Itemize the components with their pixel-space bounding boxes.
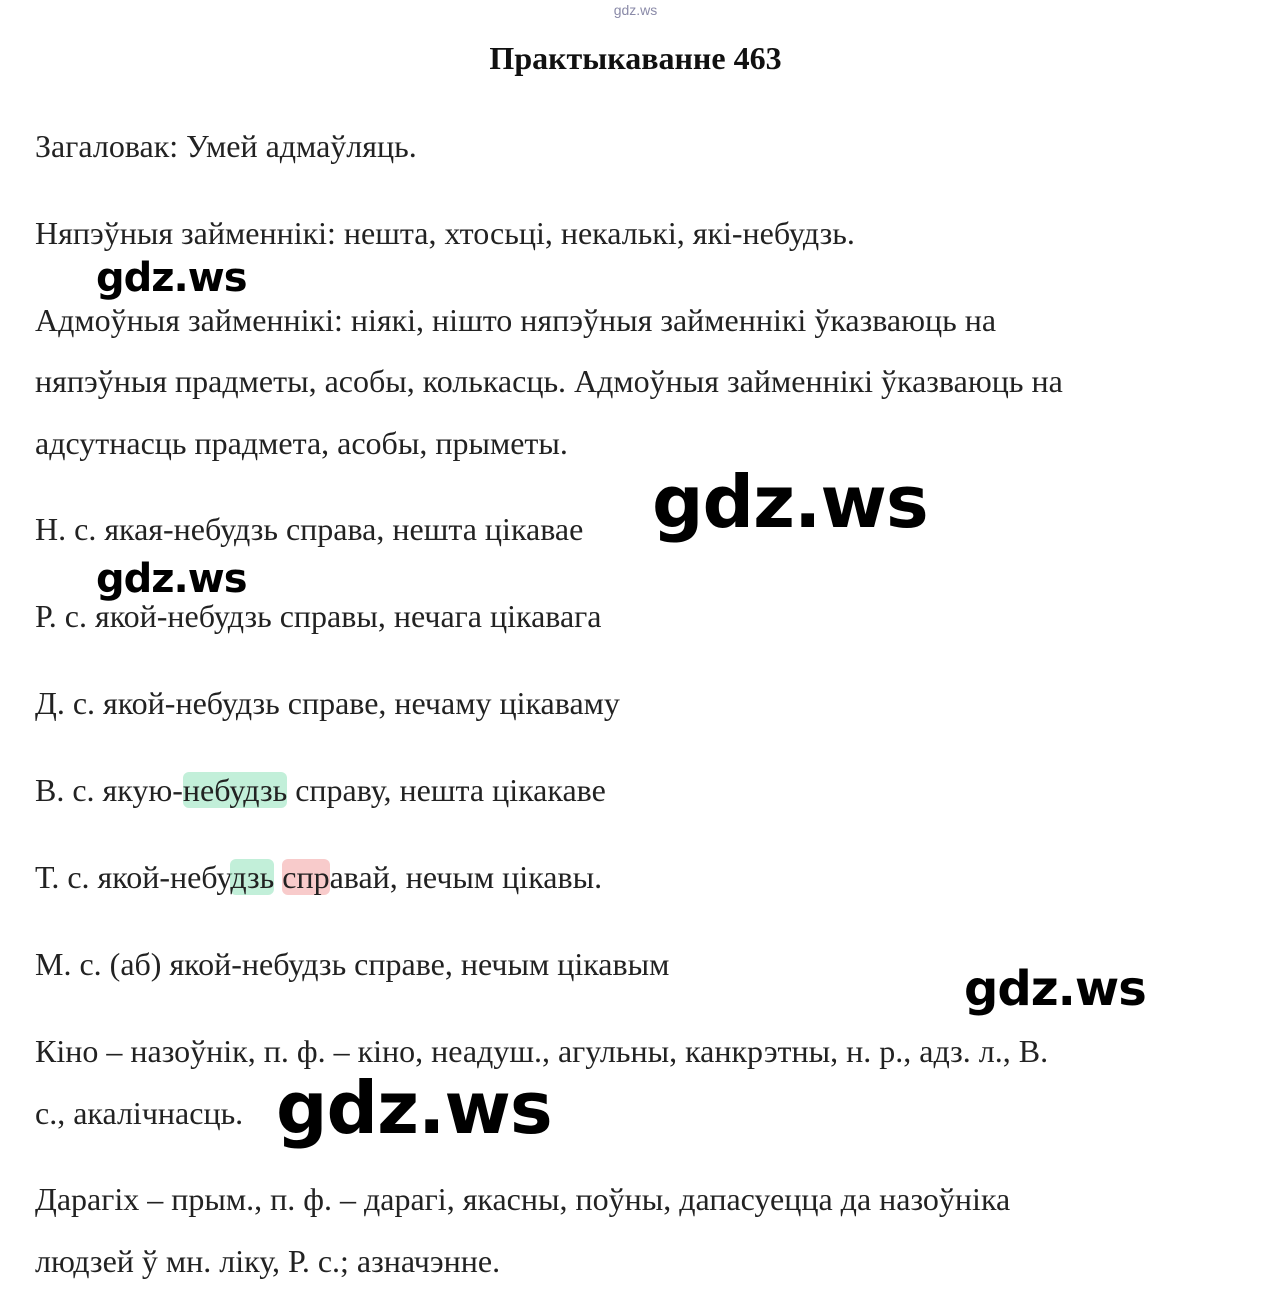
- accusative-text-start: В. с. якую-: [35, 772, 183, 808]
- daragih-analysis-line-2: людзей ў мн. ліку, Р. с.; азначэнне.: [35, 1243, 501, 1279]
- heading-line: Загаловак: Умей адмаўляць.: [35, 128, 417, 164]
- watermark: gdz.ws: [96, 255, 247, 301]
- negative-pronouns-line-2: няпэўныя прадметы, асобы, колькасць. Адмоўныя займеннікі ўказваюць на: [35, 363, 1063, 399]
- negative-pronouns-line-1: Адмоўныя займеннікі: ніякі, нішто няпэўныя займеннікі ўказваюць на: [35, 302, 997, 338]
- instrumental-text-end: авай, нечым цікавы.: [329, 859, 603, 895]
- red-highlight: спр: [282, 859, 330, 895]
- green-highlight: небудзь: [182, 772, 288, 808]
- kino-analysis-line-2: с., акалічнасць.: [35, 1095, 244, 1131]
- top-watermark: gdz.ws: [613, 2, 658, 18]
- case-dative-line: Д. с. якой-небудзь справе, нечаму цікаваму: [35, 685, 620, 721]
- indefinite-pronouns-line: Няпэўныя займеннікі: нешта, хтосьці, некалькі, які-небудзь.: [35, 215, 855, 251]
- case-instrumental-line: [35, 857, 602, 897]
- green-highlight: дзь: [230, 859, 275, 895]
- page-title: Практыкаванне 463: [489, 40, 782, 76]
- instrumental-text-start: Т. с. якой-небу: [35, 859, 231, 895]
- kino-analysis-line-1: Кіно – назоўнік, п. ф. – кіно, неадуш., агульны, канкрэтны, н. р., адз. л., В.: [35, 1033, 1049, 1069]
- case-genitive-line: Р. с. якой-небудзь справы, нечага цікавага: [35, 598, 602, 634]
- watermark: gdz.ws: [964, 961, 1146, 1017]
- daragih-analysis-line-1: Дарагіх – прым., п. ф. – дарагі, якасны, поўны, дапасуецца да назоўніка: [35, 1181, 1011, 1217]
- case-locative-line: М. с. (аб) якой-небудзь справе, нечым цікавым: [35, 946, 670, 982]
- watermark: gdz.ws: [96, 556, 247, 602]
- negative-pronouns-line-3: адсутнасць прадмета, асобы, прыметы.: [35, 425, 568, 461]
- watermark: gdz.ws: [652, 460, 928, 544]
- case-nominative-line: Н. с. якая-небудзь справа, нешта цікавае: [35, 511, 584, 547]
- accusative-text-end: справу, нешта цікакаве: [287, 772, 606, 808]
- case-accusative-line: [35, 770, 606, 810]
- watermark: gdz.ws: [276, 1066, 552, 1150]
